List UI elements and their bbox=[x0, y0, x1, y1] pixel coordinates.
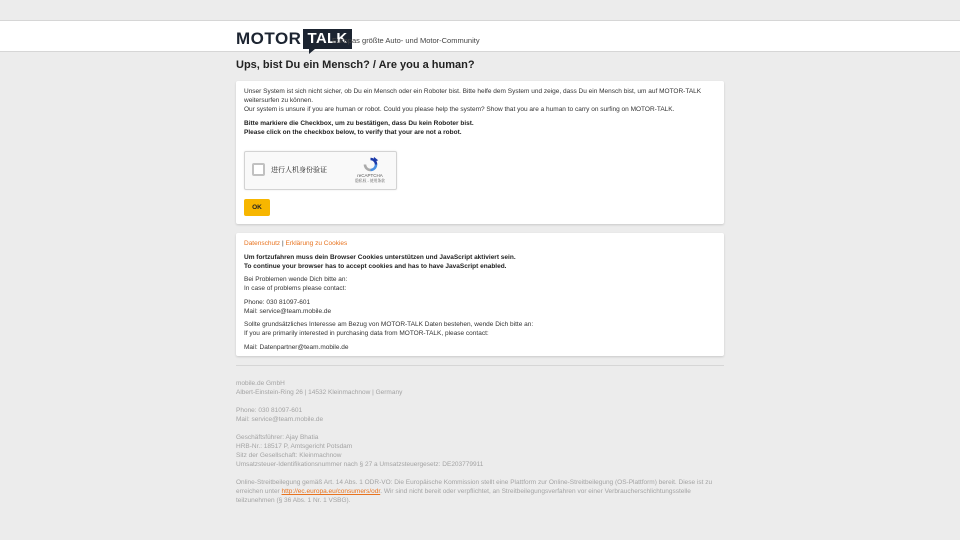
footer-divider bbox=[236, 365, 724, 366]
instruction-text-en: Please click on the checkbox below, to verify that your are not a robot. bbox=[244, 129, 462, 136]
support-phone: Phone: 030 81097-601 bbox=[244, 299, 311, 306]
footer-ceo: Geschäftsführer: Ajay Bhatia bbox=[236, 434, 319, 441]
instruction-text-de: Bitte markiere die Checkbox, um zu bestätigen, dass Du kein Roboter bist. bbox=[244, 120, 474, 127]
cookies-notice-en: To continue your browser has to accept cookies and has to have JavaScript enabled. bbox=[244, 263, 507, 270]
odr-link[interactable]: http://ec.europa.eu/consumers/odr bbox=[281, 488, 381, 495]
header-tagline: Europas größte Auto- und Motor-Community bbox=[332, 36, 480, 45]
data-partner-mail[interactable]: Mail: Datenpartner@team.mobile.de bbox=[244, 344, 349, 351]
support-mail[interactable]: Mail: service@team.mobile.de bbox=[244, 308, 332, 315]
footer-address: Albert-Einstein-Ring 26 | 14532 Kleinmachnow | Germany bbox=[236, 389, 403, 396]
footer-vat: Umsatzsteuer-Identifikationsnummer nach § 27 a Umsatzsteuergesetz: DE203779911 bbox=[236, 461, 484, 468]
logo-motor-text: MOTOR bbox=[236, 29, 302, 48]
privacy-link[interactable]: Datenschutz bbox=[244, 240, 281, 247]
link-separator: | bbox=[281, 240, 284, 247]
top-bar bbox=[0, 0, 960, 21]
recaptcha-logo bbox=[350, 156, 390, 184]
verification-card bbox=[236, 81, 724, 224]
footer-hrb: HRB-Nr.: 18517 P, Amtsgericht Potsdam bbox=[236, 443, 353, 450]
recaptcha-widget bbox=[244, 151, 397, 190]
footer-phone: Phone: 030 81097-601 bbox=[236, 407, 303, 414]
footer-company-block bbox=[236, 379, 726, 397]
intro-text-en: Our system is unsure if you are human or robot. Could you please help the system? Show that you are a human to carry on surfing on MOTOR-TALK. bbox=[244, 106, 675, 113]
data-interest-en: If you are primarily interested in purchasing data from MOTOR-TALK, please contact: bbox=[244, 330, 489, 337]
problems-text-de: Bei Problemen wende Dich bitte an: bbox=[244, 276, 348, 283]
data-interest-de: Sollte grundsätzliches Interesse am Bezug von MOTOR-TALK Daten bestehen, wende Dich bitte an: bbox=[244, 321, 534, 328]
cookies-link[interactable]: Erklärung zu Cookies bbox=[285, 240, 348, 247]
footer-legal-block bbox=[236, 433, 726, 469]
footer-company: mobile.de GmbH bbox=[236, 380, 285, 387]
footer-odr-block bbox=[236, 478, 726, 505]
page-title: Ups, bist Du ein Mensch? / Are you a human? bbox=[236, 59, 475, 71]
ok-button[interactable]: OK bbox=[244, 199, 270, 216]
recaptcha-icon bbox=[362, 156, 379, 173]
logo-talk-text: TALK bbox=[303, 29, 351, 49]
cookies-notice-de: Um fortzufahren muss dein Browser Cookies unterstützen und JavaScript aktiviert sein. bbox=[244, 254, 516, 261]
footer-odr-text-end: . Wir sind nicht bereit oder verpflichtet, an Streitbeilegungsverfahren vor einer Verbraucherschlichtungsstelle teilzunehmen (§ 36 Abs. 1 Nr. 1 VSBG). bbox=[236, 488, 691, 504]
footer-contact-block bbox=[236, 406, 726, 424]
problems-text-en: In case of problems please contact: bbox=[244, 285, 347, 292]
recaptcha-label: 进行人机身份验证 bbox=[271, 167, 327, 174]
footer-seat: Sitz der Gesellschaft: Kleinmachnow bbox=[236, 452, 342, 459]
recaptcha-terms-link[interactable]: 隐私权 - 使用条款 bbox=[355, 179, 385, 183]
info-card bbox=[236, 233, 724, 356]
footer-odr-text: Online-Streitbeilegung gemäß Art. 14 Abs. 1 ODR-VO: Die Europäische Kommission stellt eine Plattform zur Online-Streitbeilegung (OS-Plattform) bereit. Diese ist zu erreichen unter bbox=[236, 479, 713, 495]
recaptcha-brand: reCAPTCHA bbox=[357, 173, 383, 178]
intro-text-de: Unser System ist sich nicht sicher, ob Du ein Mensch oder ein Roboter bist. Bitte helfe dem System und zeige, dass Du ein Mensch bist, um auf MOTOR-TALK weitersurfen zu können. bbox=[244, 88, 702, 104]
site-header bbox=[0, 21, 960, 52]
recaptcha-checkbox[interactable] bbox=[252, 163, 265, 176]
footer-mail: Mail: service@team.mobile.de bbox=[236, 416, 324, 423]
